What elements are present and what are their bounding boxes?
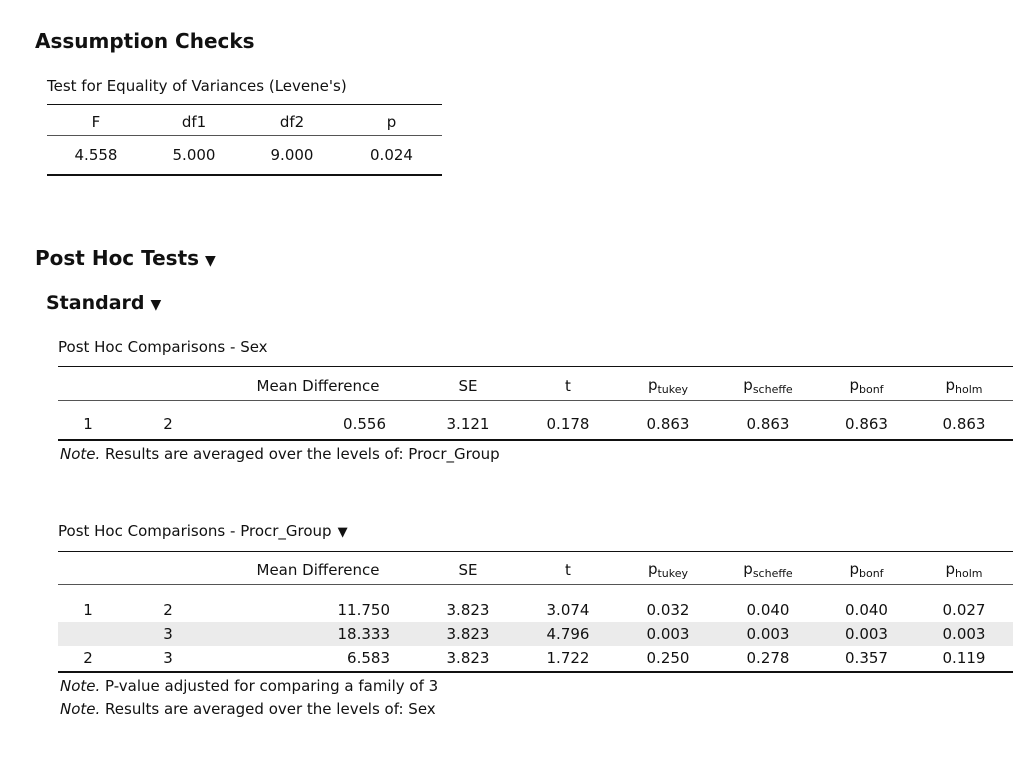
col-header-se: SE bbox=[458, 561, 478, 579]
p-subscript: tukey bbox=[657, 383, 689, 396]
p-symbol: p bbox=[647, 376, 658, 394]
levene-table-title: Test for Equality of Variances (Levene's) bbox=[47, 77, 347, 95]
cell-df2: 9.000 bbox=[270, 146, 314, 164]
sex-top-rule bbox=[58, 366, 1013, 367]
cell-level-a: 1 bbox=[83, 601, 93, 619]
cell-p-bonf: 0.003 bbox=[818, 622, 915, 646]
cell-p-bonf: 0.863 bbox=[845, 415, 888, 433]
cell-p-tukey: 0.003 bbox=[618, 622, 718, 646]
sex-table-title: Post Hoc Comparisons - Sex bbox=[58, 338, 268, 356]
cell-df1: 5.000 bbox=[172, 146, 216, 164]
table-row bbox=[58, 646, 1013, 670]
col-header-df1: df1 bbox=[181, 113, 207, 131]
cell-level-b: 2 bbox=[163, 415, 173, 433]
p-symbol: p bbox=[647, 560, 658, 578]
table-row bbox=[58, 413, 1013, 435]
cell-level-b: 3 bbox=[163, 649, 173, 667]
p-symbol: p bbox=[945, 376, 956, 394]
note-text: Results are averaged over the levels of: Procr_Group bbox=[100, 445, 500, 463]
cell-mean-difference: 18.333 bbox=[218, 622, 418, 646]
cell-p-holm: 0.119 bbox=[942, 649, 986, 667]
cell-se: 3.121 bbox=[446, 415, 490, 433]
cell-level-a: 1 bbox=[83, 415, 93, 433]
p-subscript: scheffe bbox=[752, 567, 793, 580]
p-symbol: p bbox=[849, 560, 859, 578]
cell-p-bonf: 0.040 bbox=[845, 601, 888, 619]
p-subscript: tukey bbox=[657, 567, 689, 580]
cell-t: 3.074 bbox=[546, 601, 590, 619]
col-header-p-bonf bbox=[818, 374, 915, 398]
p-symbol: p bbox=[849, 376, 859, 394]
cell-level-a: 2 bbox=[83, 649, 93, 667]
procr-table-note-1 bbox=[60, 677, 438, 695]
col-header-f: F bbox=[91, 113, 101, 131]
cell-f: 4.558 bbox=[74, 146, 118, 164]
col-header-mean-difference: Mean Difference bbox=[256, 561, 380, 579]
p-subscript: bonf bbox=[858, 567, 884, 580]
cell-p-bonf: 0.357 bbox=[845, 649, 888, 667]
cell-p-tukey: 0.032 bbox=[646, 601, 690, 619]
cell-p-holm: 0.003 bbox=[915, 622, 1013, 646]
sex-table bbox=[58, 374, 1013, 435]
cell-level-b: 2 bbox=[163, 601, 173, 619]
col-header-t: t bbox=[565, 561, 571, 579]
cell-p-holm: 0.863 bbox=[942, 415, 986, 433]
post-hoc-heading-text: Post Hoc Tests bbox=[35, 246, 200, 270]
collapse-arrow-icon[interactable]: ▼ bbox=[150, 297, 162, 313]
note-prefix: Note. bbox=[60, 700, 101, 718]
p-subscript: holm bbox=[955, 567, 983, 580]
p-subscript: bonf bbox=[858, 383, 884, 396]
procr-table-title bbox=[58, 522, 348, 540]
cell-p-scheffe: 0.003 bbox=[718, 622, 818, 646]
levene-top-rule bbox=[47, 104, 442, 105]
procr-table-note-2 bbox=[60, 700, 436, 718]
p-subscript: scheffe bbox=[752, 383, 793, 396]
standard-heading-text: Standard bbox=[46, 292, 145, 314]
cell-t: 0.178 bbox=[546, 415, 590, 433]
note-text: Results are averaged over the levels of: Sex bbox=[100, 700, 436, 718]
note-text: P-value adjusted for comparing a family of 3 bbox=[100, 677, 439, 695]
sex-header-rule bbox=[58, 400, 1013, 401]
levene-bottom-rule bbox=[47, 174, 442, 176]
col-header-t: t bbox=[565, 377, 571, 395]
col-header-p-tukey bbox=[618, 374, 718, 398]
col-header-p-holm bbox=[915, 374, 1013, 398]
cell-p-holm: 0.027 bbox=[942, 601, 986, 619]
col-header-p-holm bbox=[915, 558, 1013, 582]
assumption-checks-heading: Assumption Checks bbox=[35, 29, 255, 53]
p-symbol: p bbox=[945, 560, 956, 578]
p-symbol: p bbox=[743, 560, 753, 578]
col-header-p-tukey bbox=[618, 558, 718, 582]
post-hoc-heading bbox=[35, 246, 216, 270]
cell-t: 4.796 bbox=[518, 622, 618, 646]
table-row bbox=[58, 622, 1013, 646]
cell-se: 3.823 bbox=[446, 601, 490, 619]
cell-se: 3.823 bbox=[418, 622, 518, 646]
note-prefix: Note. bbox=[60, 677, 101, 695]
collapse-arrow-icon[interactable]: ▼ bbox=[337, 525, 348, 540]
cell-mean-difference: 6.583 bbox=[347, 649, 390, 667]
p-symbol: p bbox=[743, 376, 753, 394]
cell-p-tukey: 0.863 bbox=[646, 415, 690, 433]
procr-table-title-text: Post Hoc Comparisons - Procr_Group bbox=[58, 522, 332, 540]
procr-table bbox=[58, 558, 1013, 670]
col-header-p-scheffe bbox=[718, 558, 818, 582]
cell-mean-difference: 11.750 bbox=[337, 601, 390, 619]
cell-p-scheffe: 0.863 bbox=[746, 415, 790, 433]
cell-p-scheffe: 0.278 bbox=[746, 649, 790, 667]
sex-table-note bbox=[60, 445, 500, 463]
procr-bottom-rule bbox=[58, 671, 1013, 673]
cell-p-tukey: 0.250 bbox=[646, 649, 690, 667]
col-header-p-bonf bbox=[818, 558, 915, 582]
levene-header-rule bbox=[47, 135, 442, 136]
procr-header-rule bbox=[58, 584, 1013, 585]
sex-bottom-rule bbox=[58, 439, 1013, 441]
table-row bbox=[47, 142, 442, 168]
col-header-se: SE bbox=[458, 377, 478, 395]
collapse-arrow-icon[interactable]: ▼ bbox=[205, 253, 216, 269]
cell-level-b: 3 bbox=[118, 622, 218, 646]
levene-table bbox=[47, 110, 442, 168]
cell-mean-difference: 0.556 bbox=[343, 415, 386, 433]
procr-top-rule bbox=[58, 551, 1013, 552]
note-prefix: Note. bbox=[60, 445, 101, 463]
col-header-p: p bbox=[386, 113, 397, 131]
cell-t: 1.722 bbox=[546, 649, 590, 667]
col-header-p-scheffe bbox=[718, 374, 818, 398]
cell-p-scheffe: 0.040 bbox=[746, 601, 790, 619]
col-header-df2: df2 bbox=[279, 113, 305, 131]
col-header-mean-difference: Mean Difference bbox=[256, 377, 380, 395]
cell-p: 0.024 bbox=[370, 146, 413, 164]
standard-heading bbox=[46, 292, 161, 314]
table-row bbox=[58, 598, 1013, 622]
p-subscript: holm bbox=[955, 383, 983, 396]
cell-level-a bbox=[58, 622, 118, 646]
cell-se: 3.823 bbox=[446, 649, 490, 667]
